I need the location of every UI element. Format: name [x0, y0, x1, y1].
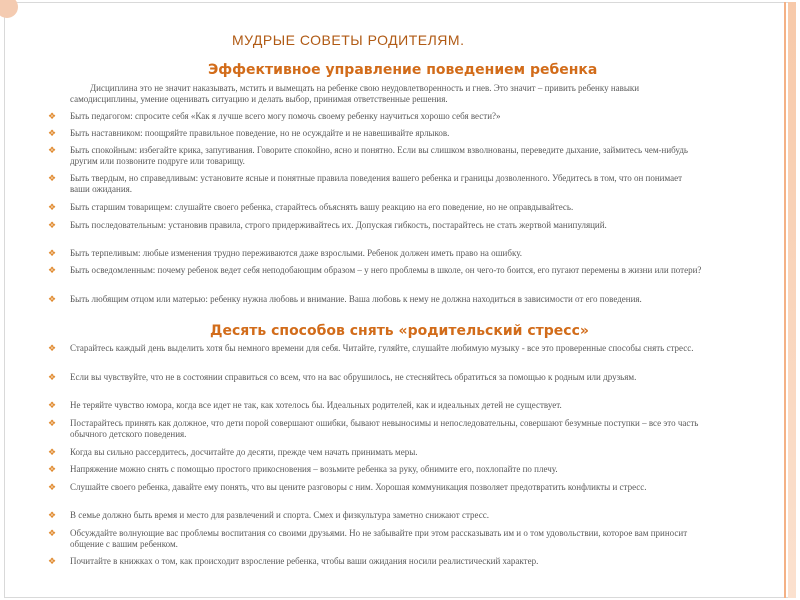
intro-paragraph: Дисциплина это не значит наказывать, мстить и вымещать на ребенке свою неудовлетворенность и гнев. Это значит – привить ребенку навыки самодисциплины, умение оценивать ситуацию и делать выбор, принимая ответственные решения. [70, 83, 640, 104]
list-item: Не теряйте чувство юмора, когда все идет не так, как хотелось бы. Идеальных родителей, как и идеальных детей не существует. [70, 400, 562, 410]
list-item: Быть осведомленным: почему ребенок ведет себя неподобающим образом – у него проблемы в школе, он чего-то боится, его пугают перемены в жизни или потери? [70, 265, 702, 275]
bullet-icon: ❖ [47, 111, 57, 121]
bullet-icon: ❖ [47, 294, 57, 304]
bullet-icon: ❖ [47, 510, 57, 520]
bullet-icon: ❖ [47, 173, 57, 183]
list-item: Напряжение можно снять с помощью простого прикосновения – возьмите ребенка за руку, обнимите его, похлопайте по плечу. [70, 464, 558, 474]
list-item: Слушайте своего ребенка, давайте ему понять, что вы цените разговоры с ним. Хорошая коммуникация позволяет предотвратить конфликты и стресс. [70, 482, 647, 492]
bullet-icon: ❖ [47, 447, 57, 457]
bullet-icon: ❖ [47, 418, 57, 428]
list-item: Быть последовательным: установив правила, строго придерживайтесь их. Допуская гибкость, постарайтесь не стать жертвой манипуляций. [70, 220, 607, 230]
bullet-icon: ❖ [47, 128, 57, 138]
list-item: Быть наставником: поощряйте правильное поведение, но не осуждайте и не навешивайте ярлыков. [70, 128, 450, 138]
list-item: Быть старшим товарищем: слушайте своего ребенка, старайтесь объяснять вашу реакцию на его поведение, но не оправдывайтесь. [70, 202, 574, 212]
bullet-icon: ❖ [47, 248, 57, 258]
list-item: Если вы чувствуйте, что не в состоянии справиться со всем, что на вас обрушилось, не стесняйтесь обратиться за помощью к родным или друзьям. [70, 372, 637, 382]
bullet-icon: ❖ [47, 400, 57, 410]
list-item: Быть терпеливым: любые изменения трудно переживаются даже взрослыми. Ребенок должен иметь право на ошибку. [70, 248, 523, 258]
list-item: Обсуждайте волнующие вас проблемы воспитания со своими друзьями. Но не забывайте при этом рассказывать им и о том удовольствии, которое вам приносит общение с вашим ребенком. [70, 528, 688, 549]
bullet-icon: ❖ [47, 145, 57, 155]
list-item: Когда вы сильно рассердитесь, досчитайте до десяти, прежде чем начать принимать меры. [70, 447, 418, 457]
list-item: Быть спокойным: избегайте крика, запугивания. Говорите спокойно, ясно и понятно. Если вы слишком взволнованы, переведите дыхание, займитесь чем-нибудь другим или позвоните подруге или товарищу. [70, 145, 689, 166]
list-item: Почитайте в книжках о том, как происходит взросление ребенка, чтобы ваши ожидания носили реалистический характер. [70, 556, 539, 566]
bullet-icon: ❖ [47, 556, 57, 566]
bullet-icon: ❖ [47, 372, 57, 382]
section-heading-stress: Десять способов снять «родительский стресс» [210, 323, 589, 339]
list-item: Постарайтесь принять как должное, что дети порой совершают ошибки, бывают невыносимы и непоследовательны, совершают безумные поступки – все это часть обычного детского поведения. [70, 418, 699, 439]
page-title: МУДРЫЕ СОВЕТЫ РОДИТЕЛЯМ. [232, 32, 465, 48]
bullet-icon: ❖ [47, 343, 57, 353]
bullet-icon: ❖ [47, 528, 57, 538]
bullet-icon: ❖ [47, 482, 57, 492]
bullet-icon: ❖ [47, 464, 57, 474]
section-heading-behavior: Эффективное управление поведением ребенка [208, 62, 598, 78]
right-accent-line [784, 2, 786, 598]
list-item: В семье должно быть время и место для развлечений и спорта. Смех и физкультура заметно снижают стресс. [70, 510, 489, 520]
bullet-icon: ❖ [47, 265, 57, 275]
list-item: Старайтесь каждый день выделить хотя бы немного времени для себя. Читайте, гуляйте, слушайте любимую музыку - все это проверенные способы снять стресс. [70, 343, 694, 353]
bullet-icon: ❖ [47, 202, 57, 212]
bullet-icon: ❖ [47, 220, 57, 230]
right-accent-bar [788, 2, 796, 598]
list-item: Быть твердым, но справедливым: установите ясные и понятные правила поведения вашего ребенка и границы дозволенного. Убедитесь в том, что он понимает ваши ожидания. [70, 173, 683, 194]
list-item: Быть любящим отцом или матерью: ребенку нужна любовь и внимание. Ваша любовь к нему не должна находиться в зависимости от его поведения. [70, 294, 642, 304]
list-item: Быть педагогом: спросите себя «Как я лучше всего могу помочь своему ребенку научиться хорошо себя вести?» [70, 111, 501, 121]
